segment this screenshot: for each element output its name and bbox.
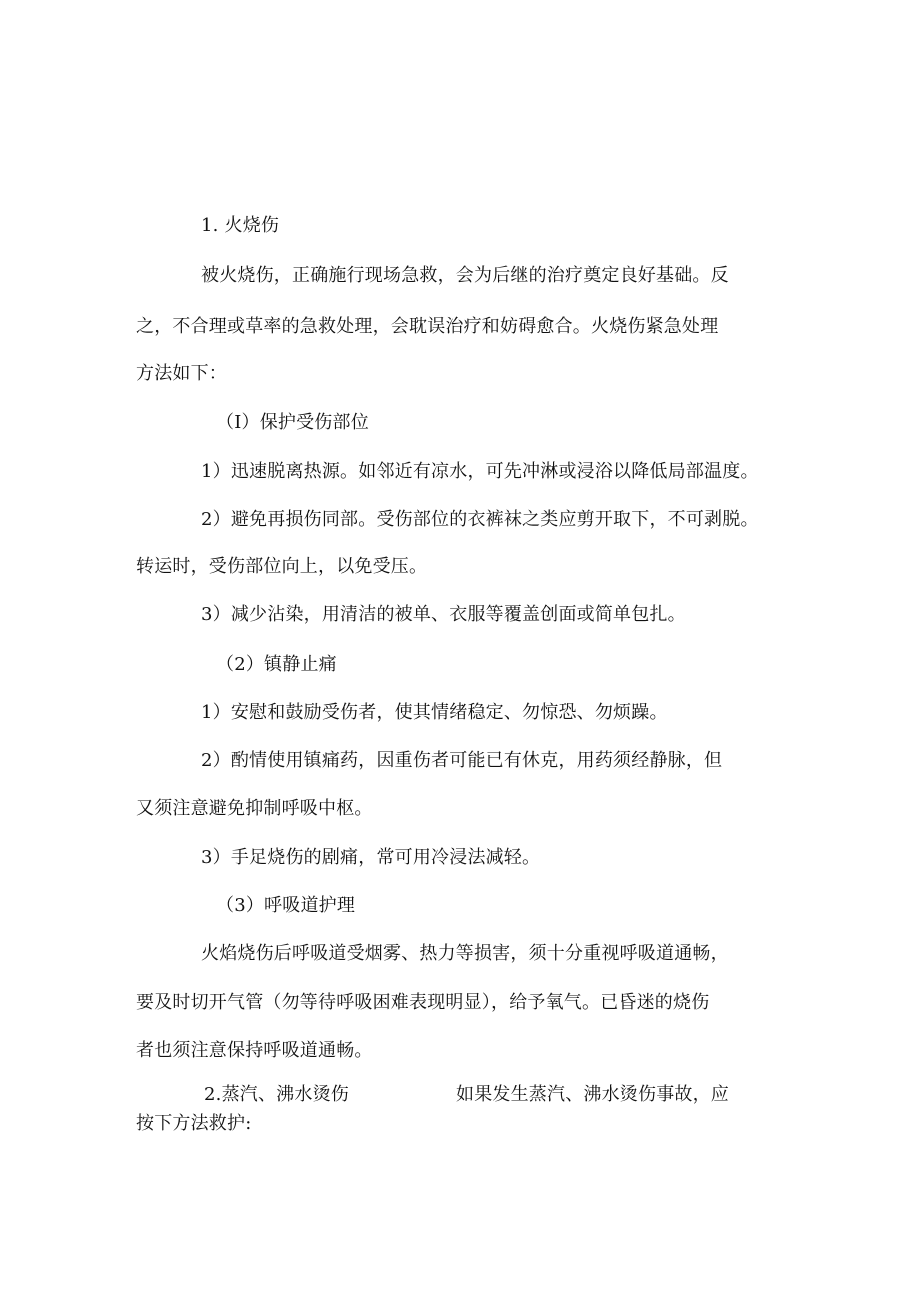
section-3-line-3: 者也须注意保持呼吸道通畅。: [136, 1040, 373, 1061]
section-3-line-2: 要及时切开气管（勿等待呼吸困难表现明显），给予氧气。已昏迷的烧伤: [136, 992, 710, 1013]
intro-line-3: 方法如下：: [136, 363, 227, 384]
section-1-item-2-cont: 转运时，受伤部位向上，以免受压。: [136, 556, 428, 577]
section-3-line-1: 火焰烧伤后呼吸道受烟雾、热力等损害，须十分重视呼吸道通畅，: [201, 943, 729, 964]
section-1-item-1: 1）迅速脱离热源。如邻近有凉水，可先冲淋或浸浴以降低局部温度。: [201, 461, 759, 482]
intro-line-2: 之，不合理或草率的急救处理，会耽误治疗和妨碍愈合。火烧伤紧急处理: [136, 316, 719, 337]
section-2-title: （2）镇静止痛: [216, 654, 337, 675]
steam-scald-text-line-2: 按下方法救护:: [136, 1113, 252, 1134]
section-1-item-2: 2）避免再损伤同部。受伤部位的衣裤袜之类应剪开取下，不可剥脱。: [201, 509, 759, 530]
section-2-item-2: 2）酌情使用镇痛药，因重伤者可能已有休克，用药须经静脉，但: [201, 750, 723, 771]
section-2-item-2-cont: 又须注意避免抑制呼吸中枢。: [136, 798, 373, 819]
heading-fire-burn: 1. 火烧伤: [201, 215, 280, 236]
steam-scald-text-line-1: 如果发生蒸汽、沸水烫伤事故，应: [456, 1084, 729, 1105]
section-1-title: （I）保护受伤部位: [216, 412, 369, 433]
section-1-item-3: 3）减少沾染，用清洁的被单、衣服等覆盖创面或简单包扎。: [201, 604, 686, 625]
section-3-title: （3）呼吸道护理: [216, 895, 356, 916]
section-2-item-3: 3）手足烧伤的剧痛，常可用冷浸法减轻。: [201, 847, 541, 868]
section-2-item-1: 1）安慰和鼓励受伤者，使其情绪稳定、勿惊恐、勿烦躁。: [201, 702, 668, 723]
heading-steam-scald: 2.蒸汽、沸水烫伤: [204, 1084, 349, 1105]
intro-line-1: 被火烧伤，正确施行现场急救，会为后继的治疗奠定良好基础。反: [201, 265, 729, 286]
